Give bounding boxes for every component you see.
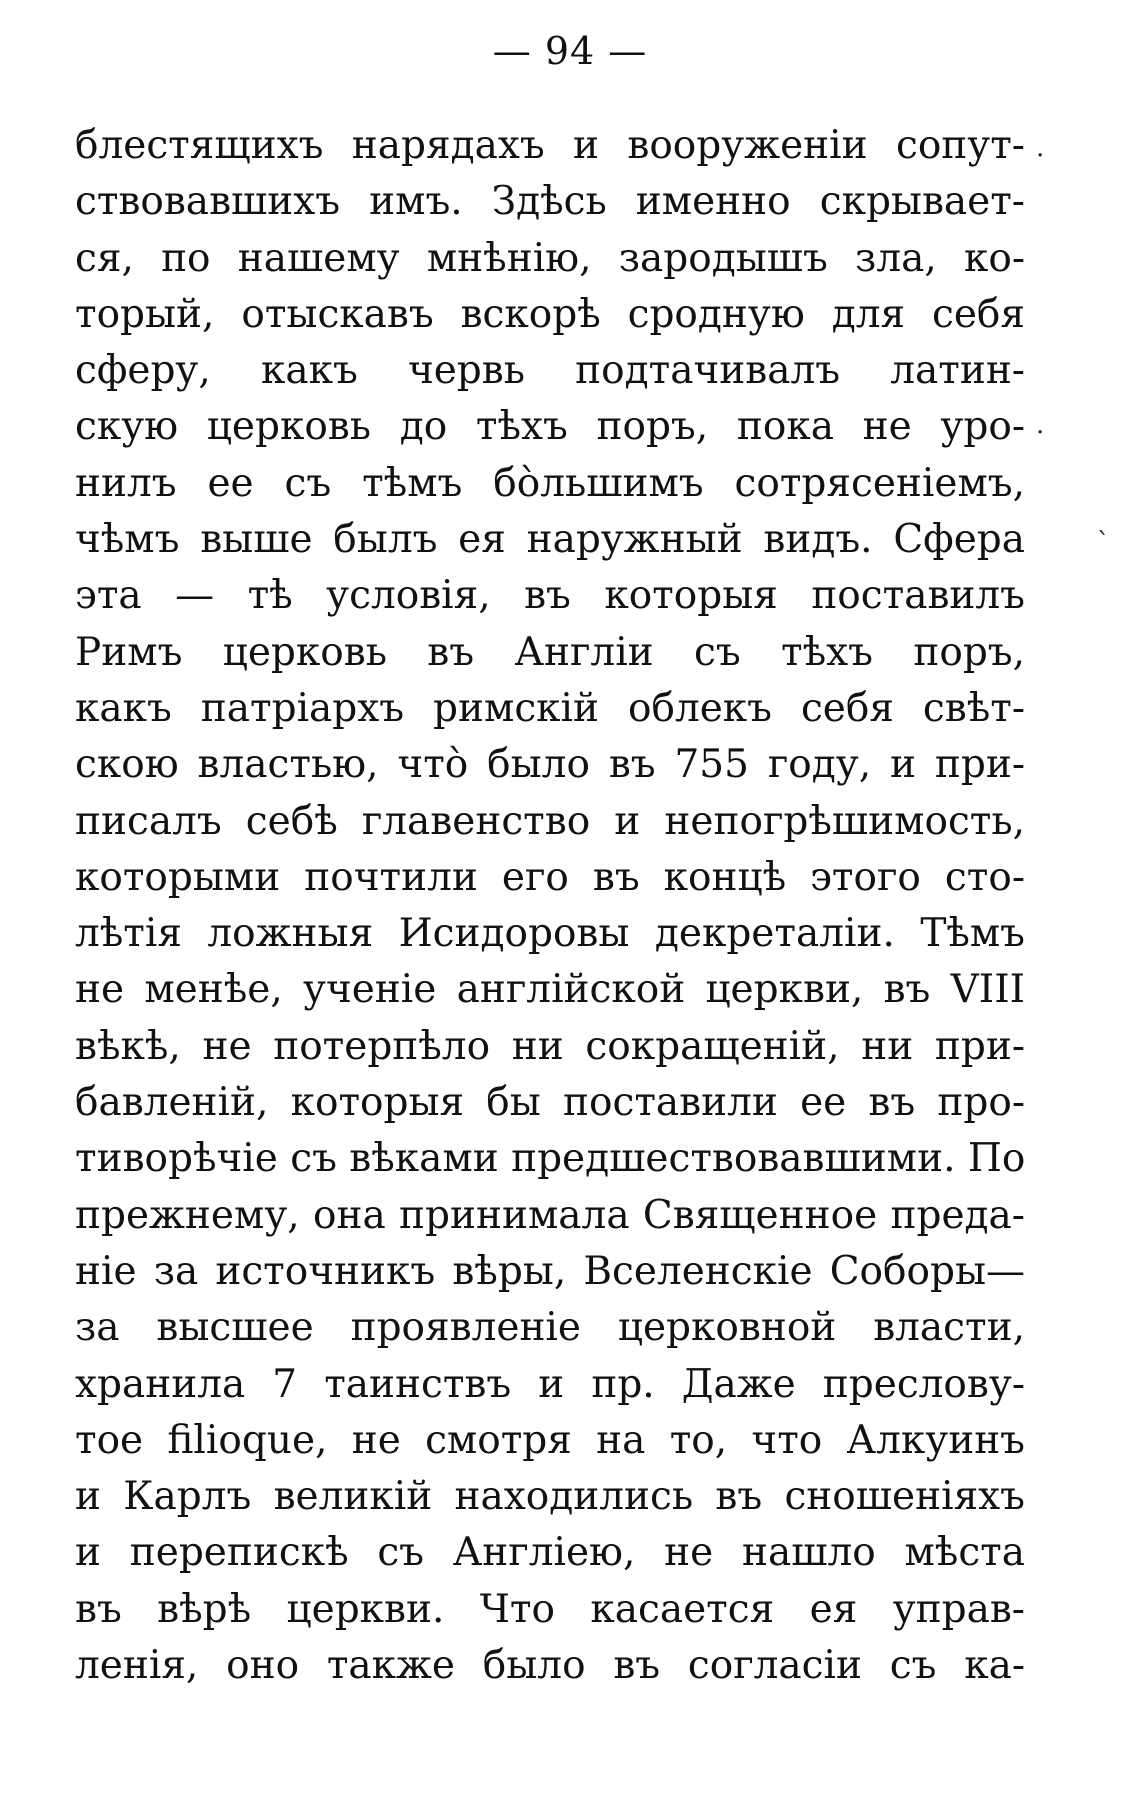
- text-line: которыми почтили его въ концѣ этого сто-: [75, 854, 1025, 900]
- text-line: нилъ ее съ тѣмъ бо̀льшимъ сотрясеніемъ,: [75, 460, 1025, 506]
- text-line: сферу, какъ червь подтачивалъ латин-: [75, 348, 1025, 394]
- text-line: скую церковь до тѣхъ поръ, пока не уро-: [75, 404, 1025, 450]
- text-line: эта — тѣ условія, въ которыя поставилъ: [75, 573, 1025, 619]
- text-line: ленія, оно также было въ согласіи съ ка-: [75, 1643, 1025, 1689]
- text-line: прежнему, она принимала Священное преда-: [75, 1192, 1025, 1238]
- text-line: блестящихъ нарядахъ и вооруженіи сопут-: [75, 123, 1025, 168]
- text-line: торый, отыскавъ вскорѣ сродную для себя: [75, 291, 1025, 337]
- text-line: не менѣе, ученіе англійской церкви, въ VIII: [75, 967, 1025, 1013]
- text-line: тое filioque, не смотря на то, что Алкуинъ: [75, 1417, 1025, 1463]
- text-line: ствовавшихъ имъ. Здѣсь именно скрывает-: [75, 179, 1025, 225]
- text-line: лѣтія ложныя Исидоровы декреталіи. Тѣмъ: [75, 911, 1025, 957]
- print-speck: ·: [1036, 418, 1045, 448]
- text-line: какъ патріархъ римскій облекъ себя свѣт-: [75, 685, 1025, 731]
- text-line: бавленій, которыя бы поставили ее въ про-: [75, 1080, 1025, 1126]
- text-line: хранила 7 таинствъ и пр. Даже преслову-: [75, 1361, 1025, 1407]
- text-line: ніе за источникъ вѣры, Вселенскіе Соборы—: [75, 1248, 1025, 1294]
- text-line: Римъ церковь въ Англіи съ тѣхъ поръ,: [75, 629, 1025, 675]
- text-line: чѣмъ выше былъ ея наружный видъ. Сфера: [75, 517, 1025, 563]
- text-line: вѣкѣ, не потерпѣло ни сокращеній, ни при-: [75, 1023, 1025, 1069]
- print-speck: `: [1097, 528, 1110, 558]
- text-line: ся, по нашему мнѣнію, зародышъ зла, ко-: [75, 235, 1025, 281]
- text-line: скою властью, что̀ было въ 755 году, и при-: [75, 742, 1025, 788]
- text-line: тиворѣчіе съ вѣками предшествовавшими. По: [75, 1136, 1025, 1182]
- print-speck: .: [1036, 133, 1045, 163]
- body-text: [75, 118, 1025, 1694]
- text-line: и перепискѣ съ Англіею, не нашло мѣста: [75, 1530, 1025, 1576]
- text-line: за высшее проявленіе церковной власти,: [75, 1305, 1025, 1351]
- text-line: и Карлъ великій находились въ сношеніяхъ: [75, 1474, 1025, 1520]
- text-line: писалъ себѣ главенство и непогрѣшимость,: [75, 798, 1025, 844]
- page-number: — 94 —: [492, 29, 648, 73]
- text-line: въ вѣрѣ церкви. Что касается ея управ-: [75, 1586, 1025, 1632]
